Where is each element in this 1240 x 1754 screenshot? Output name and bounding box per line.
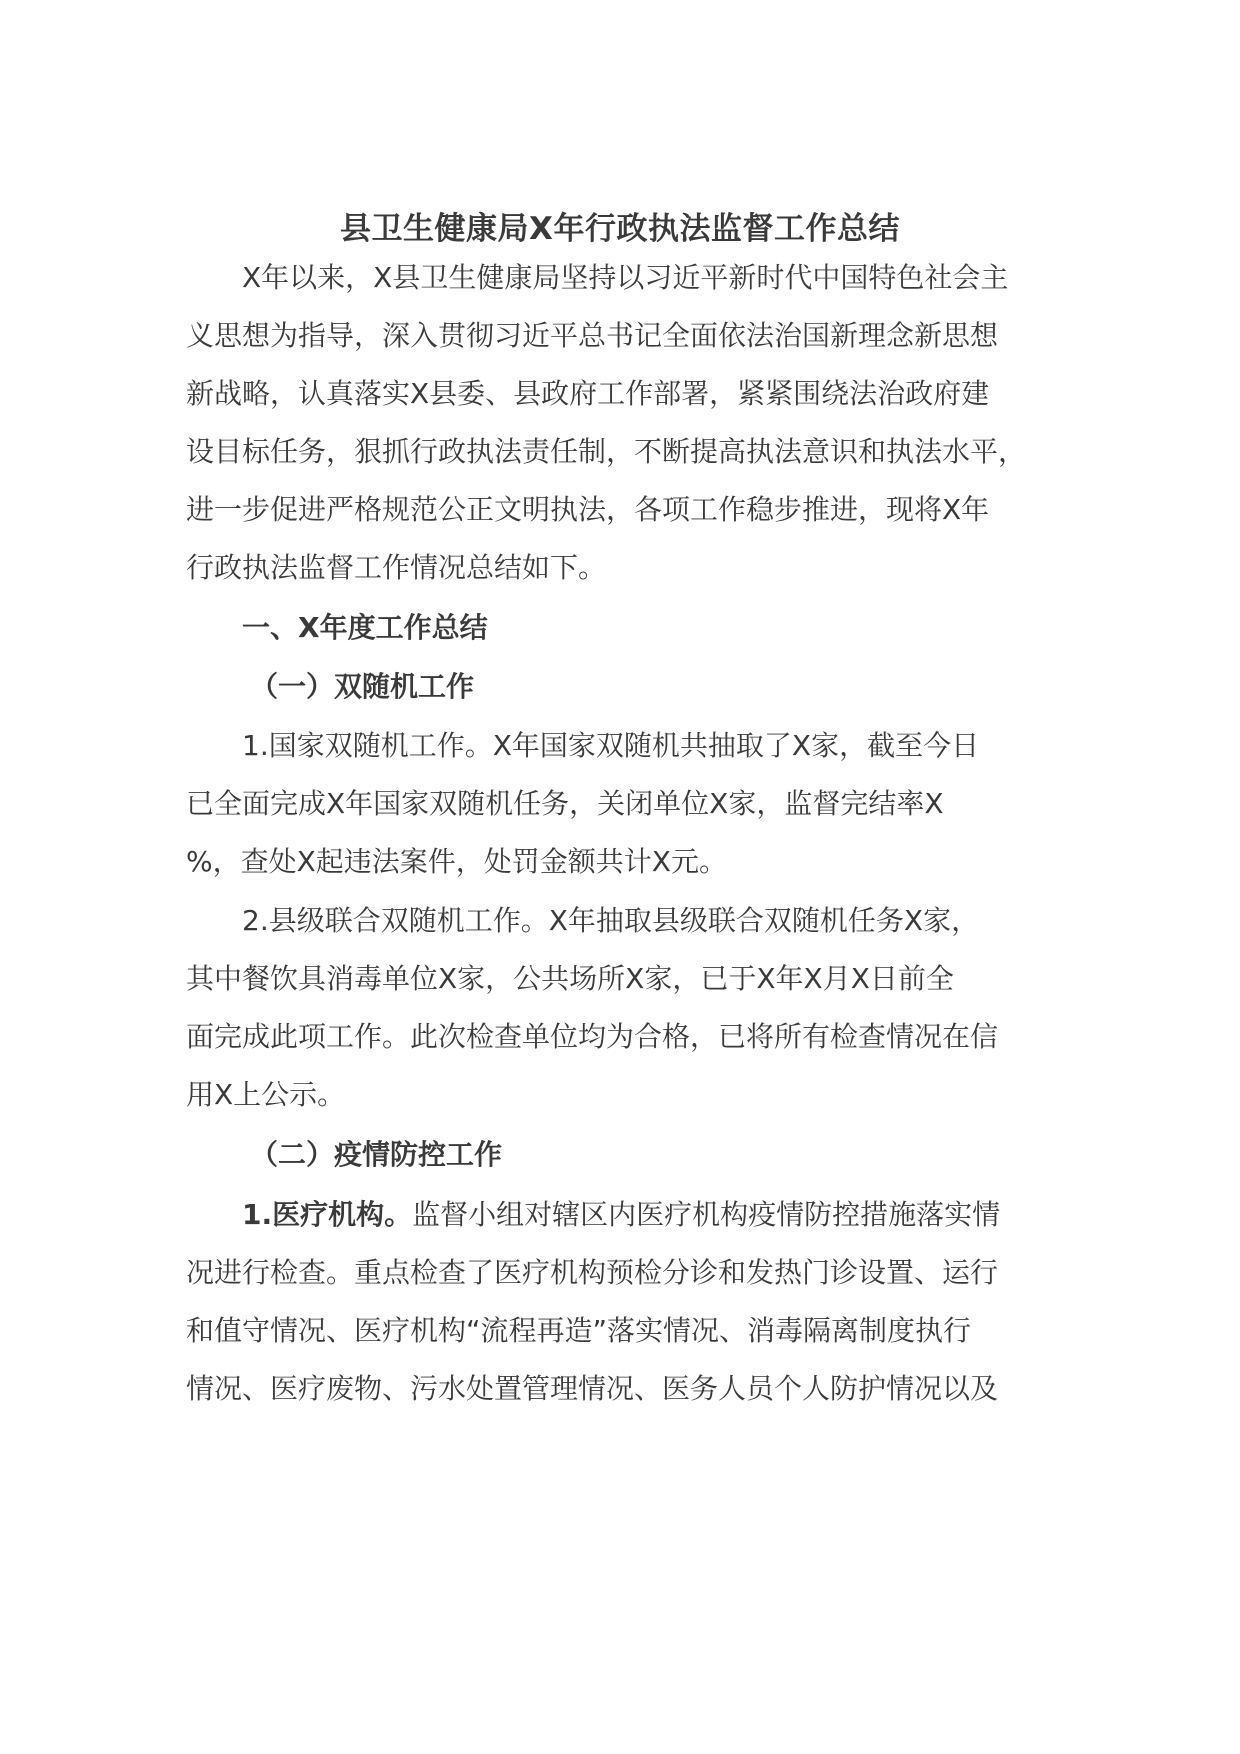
paragraph-line: 面完成此项工作。此次检查单位均为合格，已将所有检查情况在信 — [186, 1020, 999, 1053]
paragraph-line: 用X上公示。 — [186, 1078, 346, 1111]
paragraph-line: 情况、医疗废物、污水处置管理情况、医务人员个人防护情况以及 — [186, 1372, 999, 1405]
intro-line: 行政执法监督工作情况总结如下。 — [186, 551, 607, 584]
intro-line: 设目标任务，狠抓行政执法责任制，不断提高执法意识和执法水平， — [186, 435, 1027, 468]
paragraph-line: 况进行检查。重点检查了医疗机构预检分诊和发热门诊设置、运行 — [186, 1256, 999, 1289]
intro-line: X年以来，X县卫生健康局坚持以习近平新时代中国特色社会主 — [242, 261, 1009, 294]
intro-line: 义思想为指导，深入贯彻习近平总书记全面依法治国新理念新思想 — [186, 319, 999, 352]
subsection-heading: （一）双随机工作 — [250, 670, 475, 703]
paragraph-line: 和值守情况、医疗机构“流程再造”落实情况、消毒隔离制度执行 — [186, 1314, 972, 1347]
intro-line: 新战略，认真落实X县委、县政府工作部署，紧紧围绕法治政府建 — [186, 377, 990, 410]
paragraph-line: 2.县级联合双随机工作。X年抽取县级联合双随机任务X家， — [242, 904, 980, 937]
document-title: 县卫生健康局X年行政执法监督工作总结 — [340, 211, 900, 247]
item-label: 1.医疗机构。 — [242, 1198, 413, 1231]
item-text: 监督小组对辖区内医疗机构疫情防控措施落实情 — [412, 1198, 1001, 1231]
paragraph-line: 已全面完成X年国家双随机任务，关闭单位X家，监督完结率X — [186, 787, 944, 820]
section-heading: 一、X年度工作总结 — [242, 611, 488, 644]
paragraph-line: 1.国家双随机工作。X年国家双随机共抽取了X家，截至今日 — [242, 729, 980, 762]
intro-line: 进一步促进严格规范公正文明执法，各项工作稳步推进，现将X年 — [186, 493, 990, 526]
paragraph-line — [242, 1195, 1066, 1235]
subsection-heading: （二）疫情防控工作 — [250, 1138, 503, 1171]
paragraph-line: %，查处X起违法案件，处罚金额共计X元。 — [186, 845, 727, 878]
paragraph-line: 其中餐饮具消毒单位X家，公共场所X家，已于X年X月X日前全 — [186, 962, 954, 995]
